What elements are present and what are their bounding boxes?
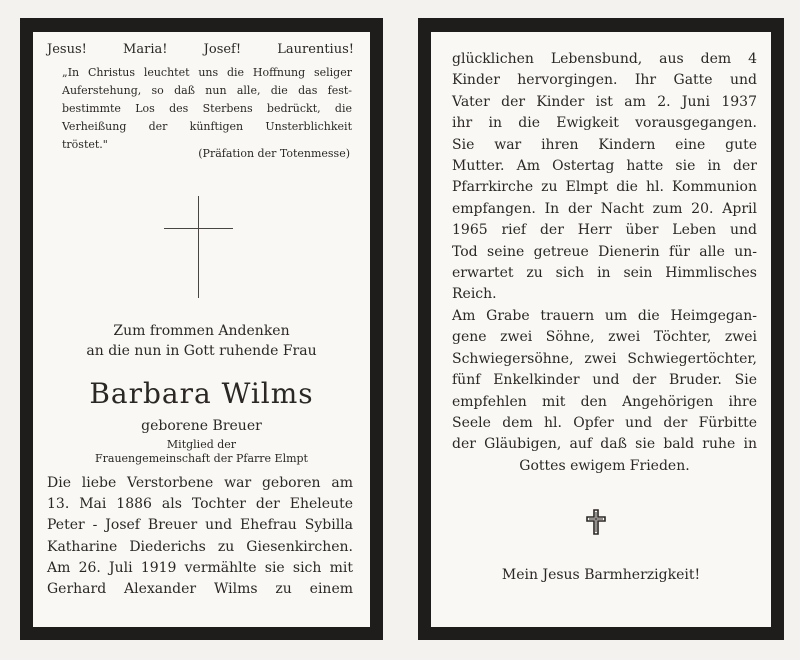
body-line: Kinder hervorgingen. Ihr Gatte und bbox=[452, 72, 757, 89]
body-line: Am Grabe trauern um die Heimgegan- bbox=[452, 307, 757, 324]
bio-line: Katharine Diederichs zu Giesenkirchen. bbox=[47, 538, 353, 555]
body-line: gene zwei Söhne, zwei Töchter, zwei bbox=[452, 329, 757, 346]
body-line: Reich. bbox=[452, 286, 497, 303]
body-line: Seele dem hl. Opfer und der Fürbitte bbox=[452, 414, 757, 431]
memorial-line-1: Zum frommen Andenken bbox=[113, 323, 290, 339]
body-line: Vater der Kinder ist am 2. Juni 1937 bbox=[452, 93, 757, 110]
membership-line-1: Mitglied der bbox=[166, 438, 237, 451]
biography-text bbox=[47, 473, 353, 600]
closing-prayer: Mein Jesus Barmherzigkeit! bbox=[501, 567, 701, 583]
membership-line-2: Frauengemeinschaft der Pfarre Elmpt bbox=[95, 452, 308, 465]
body-line: Tod seine getreue Dienerin für alle un- bbox=[452, 243, 757, 260]
body-line: erwartet zu sich in sein Himmlisches bbox=[452, 265, 757, 282]
invocation-laurentius: Laurentius! bbox=[277, 42, 354, 57]
quote-line: tröstet." bbox=[62, 138, 108, 151]
cross-icon-horizontal bbox=[164, 228, 233, 229]
body-line: empfangen. In der Nacht zum 20. April bbox=[452, 200, 757, 217]
cross-icon-vertical bbox=[198, 196, 199, 298]
memorial-line-2: an die nun in Gott ruhende Frau bbox=[86, 343, 317, 359]
body-line: Schwiegersöhne, zwei Schwiegertöchter, bbox=[452, 350, 757, 367]
maiden-name: geborene Breuer bbox=[141, 418, 262, 434]
quote-line: bestimmte Los des Sterbens bedrückt, die bbox=[62, 102, 352, 115]
body-line: der Gläubigen, auf daß sie bald ruhe in bbox=[452, 436, 757, 453]
body-line: 1965 rief der Herr über Leben und bbox=[452, 222, 757, 239]
quote-line: Auferstehung, so daß nun alle, die das fest- bbox=[62, 84, 352, 97]
cross-ornament-icon bbox=[585, 508, 607, 536]
bio-line: Am 26. Juli 1919 vermählte sie sich mit bbox=[47, 559, 353, 576]
biography-continued bbox=[452, 49, 757, 477]
body-line: ihr in die Ewigkeit vorausgegangen. bbox=[452, 115, 757, 132]
deceased-name: Barbara Wilms bbox=[89, 377, 314, 410]
invocation-josef: Josef! bbox=[203, 42, 242, 57]
quote-line: „In Christus leuchtet uns die Hoffnung seliger bbox=[62, 66, 352, 79]
body-line: Mutter. Am Ostertag hatte sie in der bbox=[452, 158, 757, 175]
preface-quote bbox=[62, 64, 352, 154]
body-line: empfehlen mit den Angehörigen ihre bbox=[452, 393, 757, 410]
body-line: glücklichen Lebensbund, aus dem 4 bbox=[452, 51, 757, 67]
quote-line: Verheißung der künftigen Unsterblichkeit bbox=[62, 120, 352, 133]
bio-line: Die liebe Verstorbene war geboren am bbox=[47, 475, 353, 491]
bio-line: Gerhard Alexander Wilms zu einem bbox=[47, 581, 353, 598]
bio-line: Peter - Josef Breuer und Ehefrau Sybilla bbox=[47, 517, 353, 534]
body-line: Sie war ihren Kindern eine gute bbox=[452, 136, 757, 153]
invocation-line bbox=[47, 42, 354, 57]
quote-source: (Präfation der Totenmesse) bbox=[198, 147, 350, 160]
invocation-maria: Maria! bbox=[123, 42, 168, 57]
invocation-jesus: Jesus! bbox=[47, 42, 87, 57]
body-line: fünf Enkelkinder und der Bruder. Sie bbox=[452, 372, 757, 389]
body-line: Gottes ewigem Frieden. bbox=[519, 457, 690, 474]
body-line: Pfarrkirche zu Elmpt die hl. Kommunion bbox=[452, 179, 757, 196]
bio-line: 13. Mai 1886 als Tochter der Eheleute bbox=[47, 496, 353, 513]
